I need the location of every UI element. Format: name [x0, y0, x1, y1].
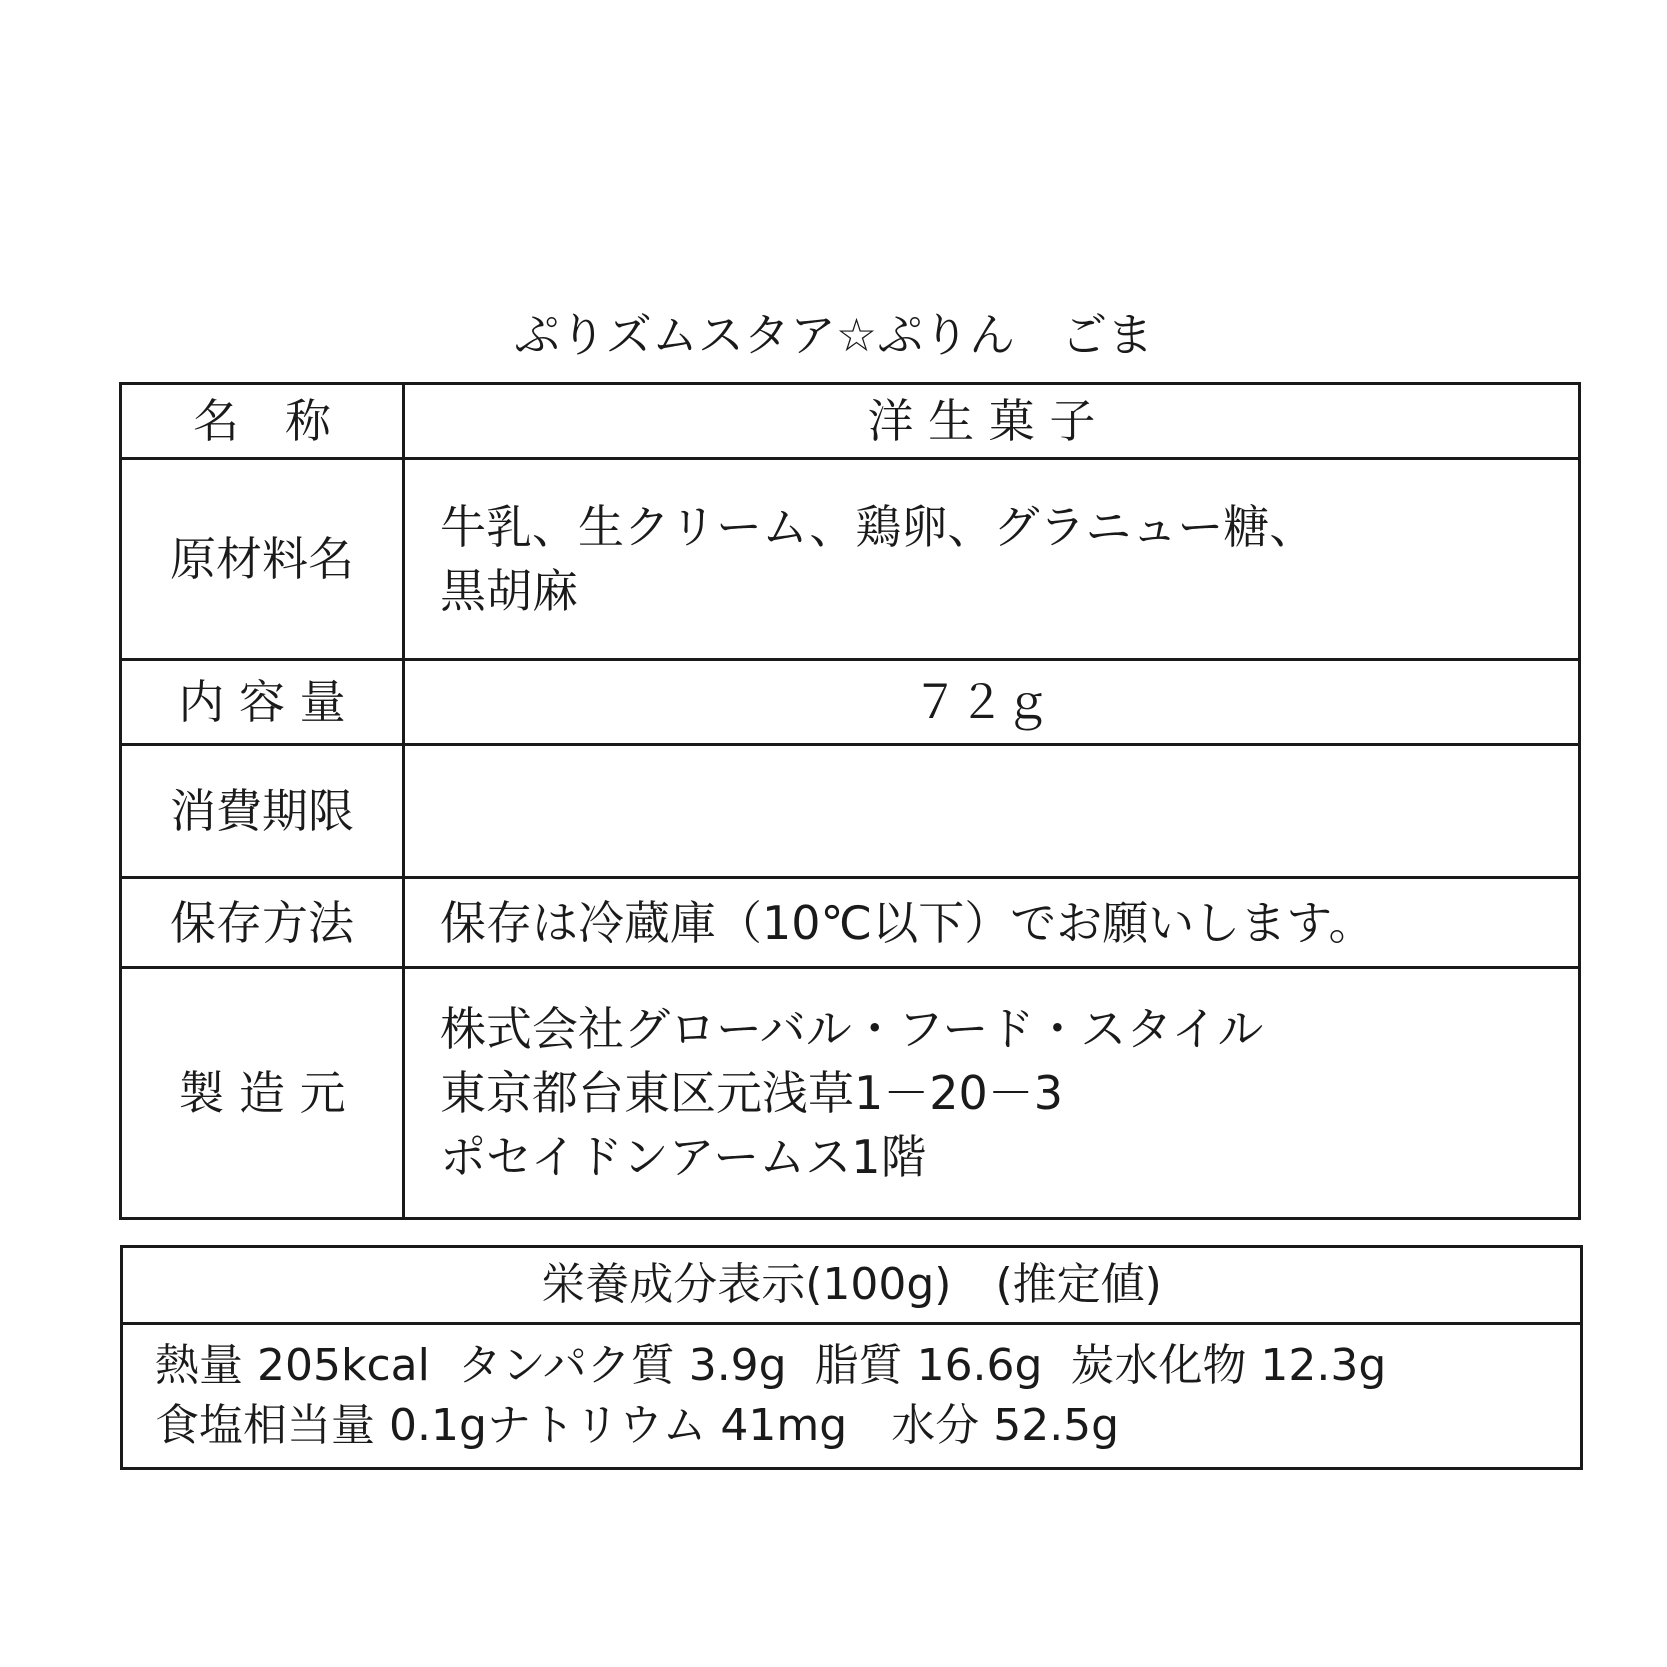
ingredients-line: 黒胡麻 — [440, 564, 578, 618]
nutrition-values — [122, 1324, 1582, 1469]
storage-value — [404, 878, 1580, 968]
storage-key: 保存方法 — [121, 878, 404, 968]
label-row-name — [121, 384, 1580, 459]
nutrition-table — [120, 1245, 1583, 1470]
name-value: 洋 生 菓 子 — [404, 384, 1580, 459]
storage-text: 保存は冷蔵庫（10℃以下）でお願いします。 — [440, 895, 1375, 950]
maker-line: 東京都台東区元浅草1－20－3 — [440, 1066, 1064, 1120]
label-row-ingredients — [121, 459, 1580, 660]
ingredients-value — [404, 459, 1580, 660]
nutrition-heading-row — [122, 1247, 1582, 1324]
nutrition-line: 食塩相当量 0.1gナトリウム 41mg 水分 52.5g — [155, 1400, 1120, 1451]
ingredients-line: 牛乳、生クリーム、鶏卵、グラニュー糖、 — [440, 500, 1316, 554]
nutrition-body-row — [122, 1324, 1582, 1469]
maker-key: 製 造 元 — [121, 968, 404, 1219]
ingredients-key: 原材料名 — [121, 459, 404, 660]
label-row-storage — [121, 878, 1580, 968]
maker-value — [404, 968, 1580, 1219]
expiry-value — [404, 745, 1580, 878]
name-key: 名 称 — [121, 384, 404, 459]
nutrition-line: 熱量 205kcal タンパク質 3.9g 脂質 16.6g 炭水化物 12.3g — [155, 1340, 1387, 1391]
expiry-key: 消費期限 — [121, 745, 404, 878]
nutrition-heading: 栄養成分表示(100g) (推定値) — [122, 1247, 1582, 1324]
content-value: ７２ｇ — [404, 660, 1580, 745]
label-row-expiry — [121, 745, 1580, 878]
maker-line: 株式会社グローバル・フード・スタイル — [440, 1002, 1264, 1056]
maker-line: ポセイドンアームス1階 — [440, 1130, 927, 1184]
product-title: ぷりズムスタア☆ぷりん ごま — [513, 308, 1154, 362]
label-row-content — [121, 660, 1580, 745]
food-label-table — [119, 382, 1581, 1220]
content-key: 内 容 量 — [121, 660, 404, 745]
label-row-maker — [121, 968, 1580, 1219]
